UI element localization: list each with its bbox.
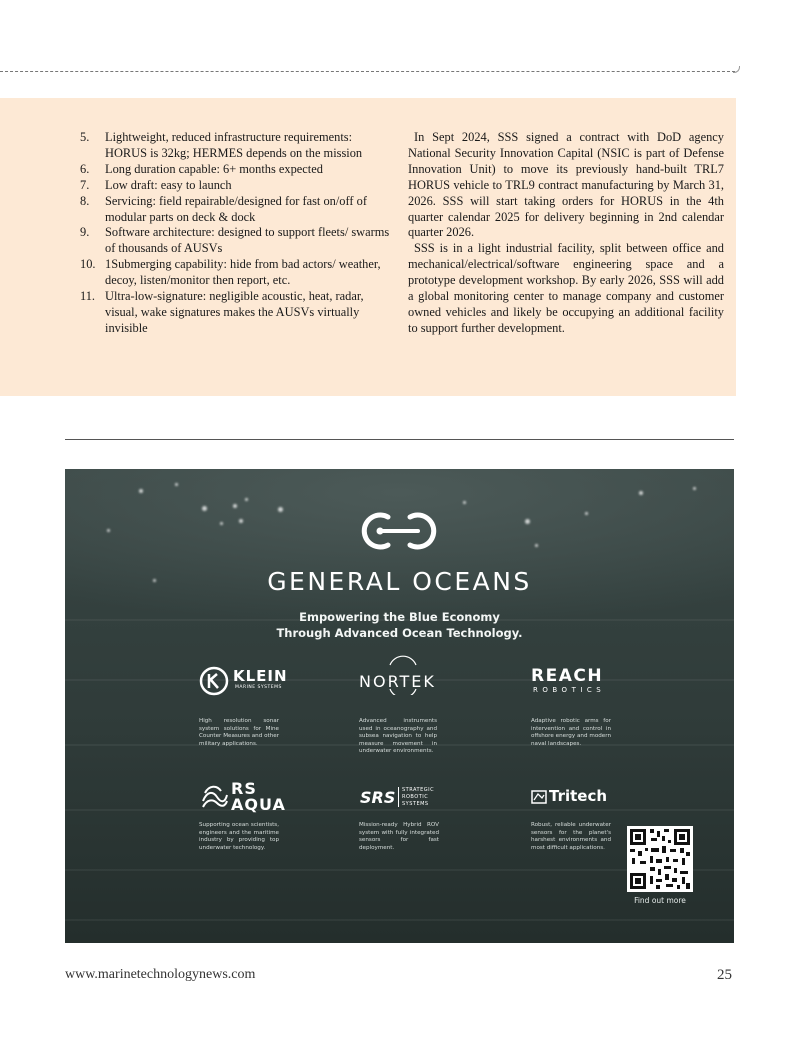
feature-list: [80, 130, 390, 337]
general-oceans-logo-icon: [358, 509, 440, 553]
list-item: 7. Low draft: easy to launch: [80, 177, 232, 192]
klein-logo-icon: [199, 666, 229, 696]
reach-logo-subtext: ROBOTICS: [533, 686, 606, 694]
page-number: 25: [717, 967, 732, 983]
aqua-logo-text: AQUA: [231, 795, 286, 814]
tritech-logo-icon: [531, 789, 547, 805]
top-rule-end: [733, 66, 740, 73]
tritech-logo-text: Tritech: [549, 787, 608, 805]
tagline-line-2: Through Advanced Ocean Technology.: [276, 626, 523, 640]
srs-logo-subtext-2: ROBOTIC: [402, 794, 429, 800]
rs-aqua-description: Supporting ocean scientists, engineers and the maritime industry by providing top underwater technology.: [199, 822, 279, 851]
list-item: 5. Lightweight, reduced infrastructure requirements: HORUS is 32kg; HERMES depends on the mission: [80, 130, 363, 160]
list-item: 10. 1Submerging capability: hide from bad actors/ weather, decoy, listen/monitor then report, etc.: [80, 257, 381, 288]
qr-code-icon[interactable]: [627, 826, 693, 892]
sidebar-box: [0, 98, 736, 396]
srs-logo-text: SRS: [360, 788, 396, 807]
nortek-description: Advanced instruments used in oceanography and subsea navigation to help measure movement in underwater environments.: [359, 718, 437, 755]
srs-description: Mission-ready Hybrid ROV system with fully integrated sensors for fast deployment.: [359, 822, 439, 851]
section-divider: [65, 439, 734, 440]
paragraph: In Sept 2024, SSS signed a contract with DoD agency National Security Innovation Capital (NSIC is part of Defense Innovation Unit) to move its previously hand-built TRL7 HORUS vehicle to TRL9 contract manufacturing by March 31, 2026. SSS will start taking orders for HORUS in the 4th quarter calendar 2025 for delivery beginning in 2nd calendar quarter 2026.: [408, 130, 724, 240]
paragraph: SSS is in a light industrial facility, split between office and mechanical/electrical/software engineering space and a prototype development workshop. By early 2026, SSS will add a global monitoring center to manage company and customer owned vehicles and likely be occupying an additional facility to support further development.: [408, 241, 724, 335]
top-rule: [0, 71, 735, 72]
list-item: 9. Software architecture: designed to support fleets/ swarms of thousands of AUSVs: [80, 225, 390, 256]
rs-aqua-logo-icon: [199, 781, 229, 811]
find-out-more-link[interactable]: Find out more: [634, 896, 686, 905]
klein-logo-subtext: MARINE SYSTEMS: [235, 685, 282, 690]
tagline-line-1: Empowering the Blue Economy: [299, 610, 500, 624]
srs-logo-subtext-1: STRATEGIC: [402, 787, 435, 793]
general-oceans-advertisement[interactable]: [65, 469, 734, 943]
rs-logo-text: RS: [231, 779, 257, 798]
list-item: 11. Ultra-low-signature: negligible acoustic, heat, radar, visual, wake signatures makes the AUSVs virtually invisible: [80, 289, 364, 335]
nortek-logo-text: NORTEK: [359, 672, 436, 691]
article-text: [408, 130, 724, 337]
tritech-description: Robust, reliable underwater sensors for the planet's harshest environments and most difficult applications.: [531, 822, 611, 851]
reach-logo-text: REACH: [531, 666, 604, 686]
srs-logo-subtext-3: SYSTEMS: [402, 801, 429, 807]
klein-logo-text: KLEIN: [233, 667, 288, 685]
brand-name: GENERAL OCEANS: [267, 567, 532, 596]
footer-url: www.marinetechnologynews.com: [65, 967, 256, 982]
list-item: 6. Long duration capable: 6+ months expected: [80, 161, 323, 176]
list-item: 8. Servicing: field repairable/designed for fast on/off of modular parts on deck & dock: [80, 193, 367, 224]
reach-description: Adaptive robotic arms for intervention and control in offshore energy and modern naval landscapes.: [531, 718, 611, 747]
klein-description: High resolution sonar system solutions for Mine Counter Measures and other military applications.: [199, 718, 279, 747]
